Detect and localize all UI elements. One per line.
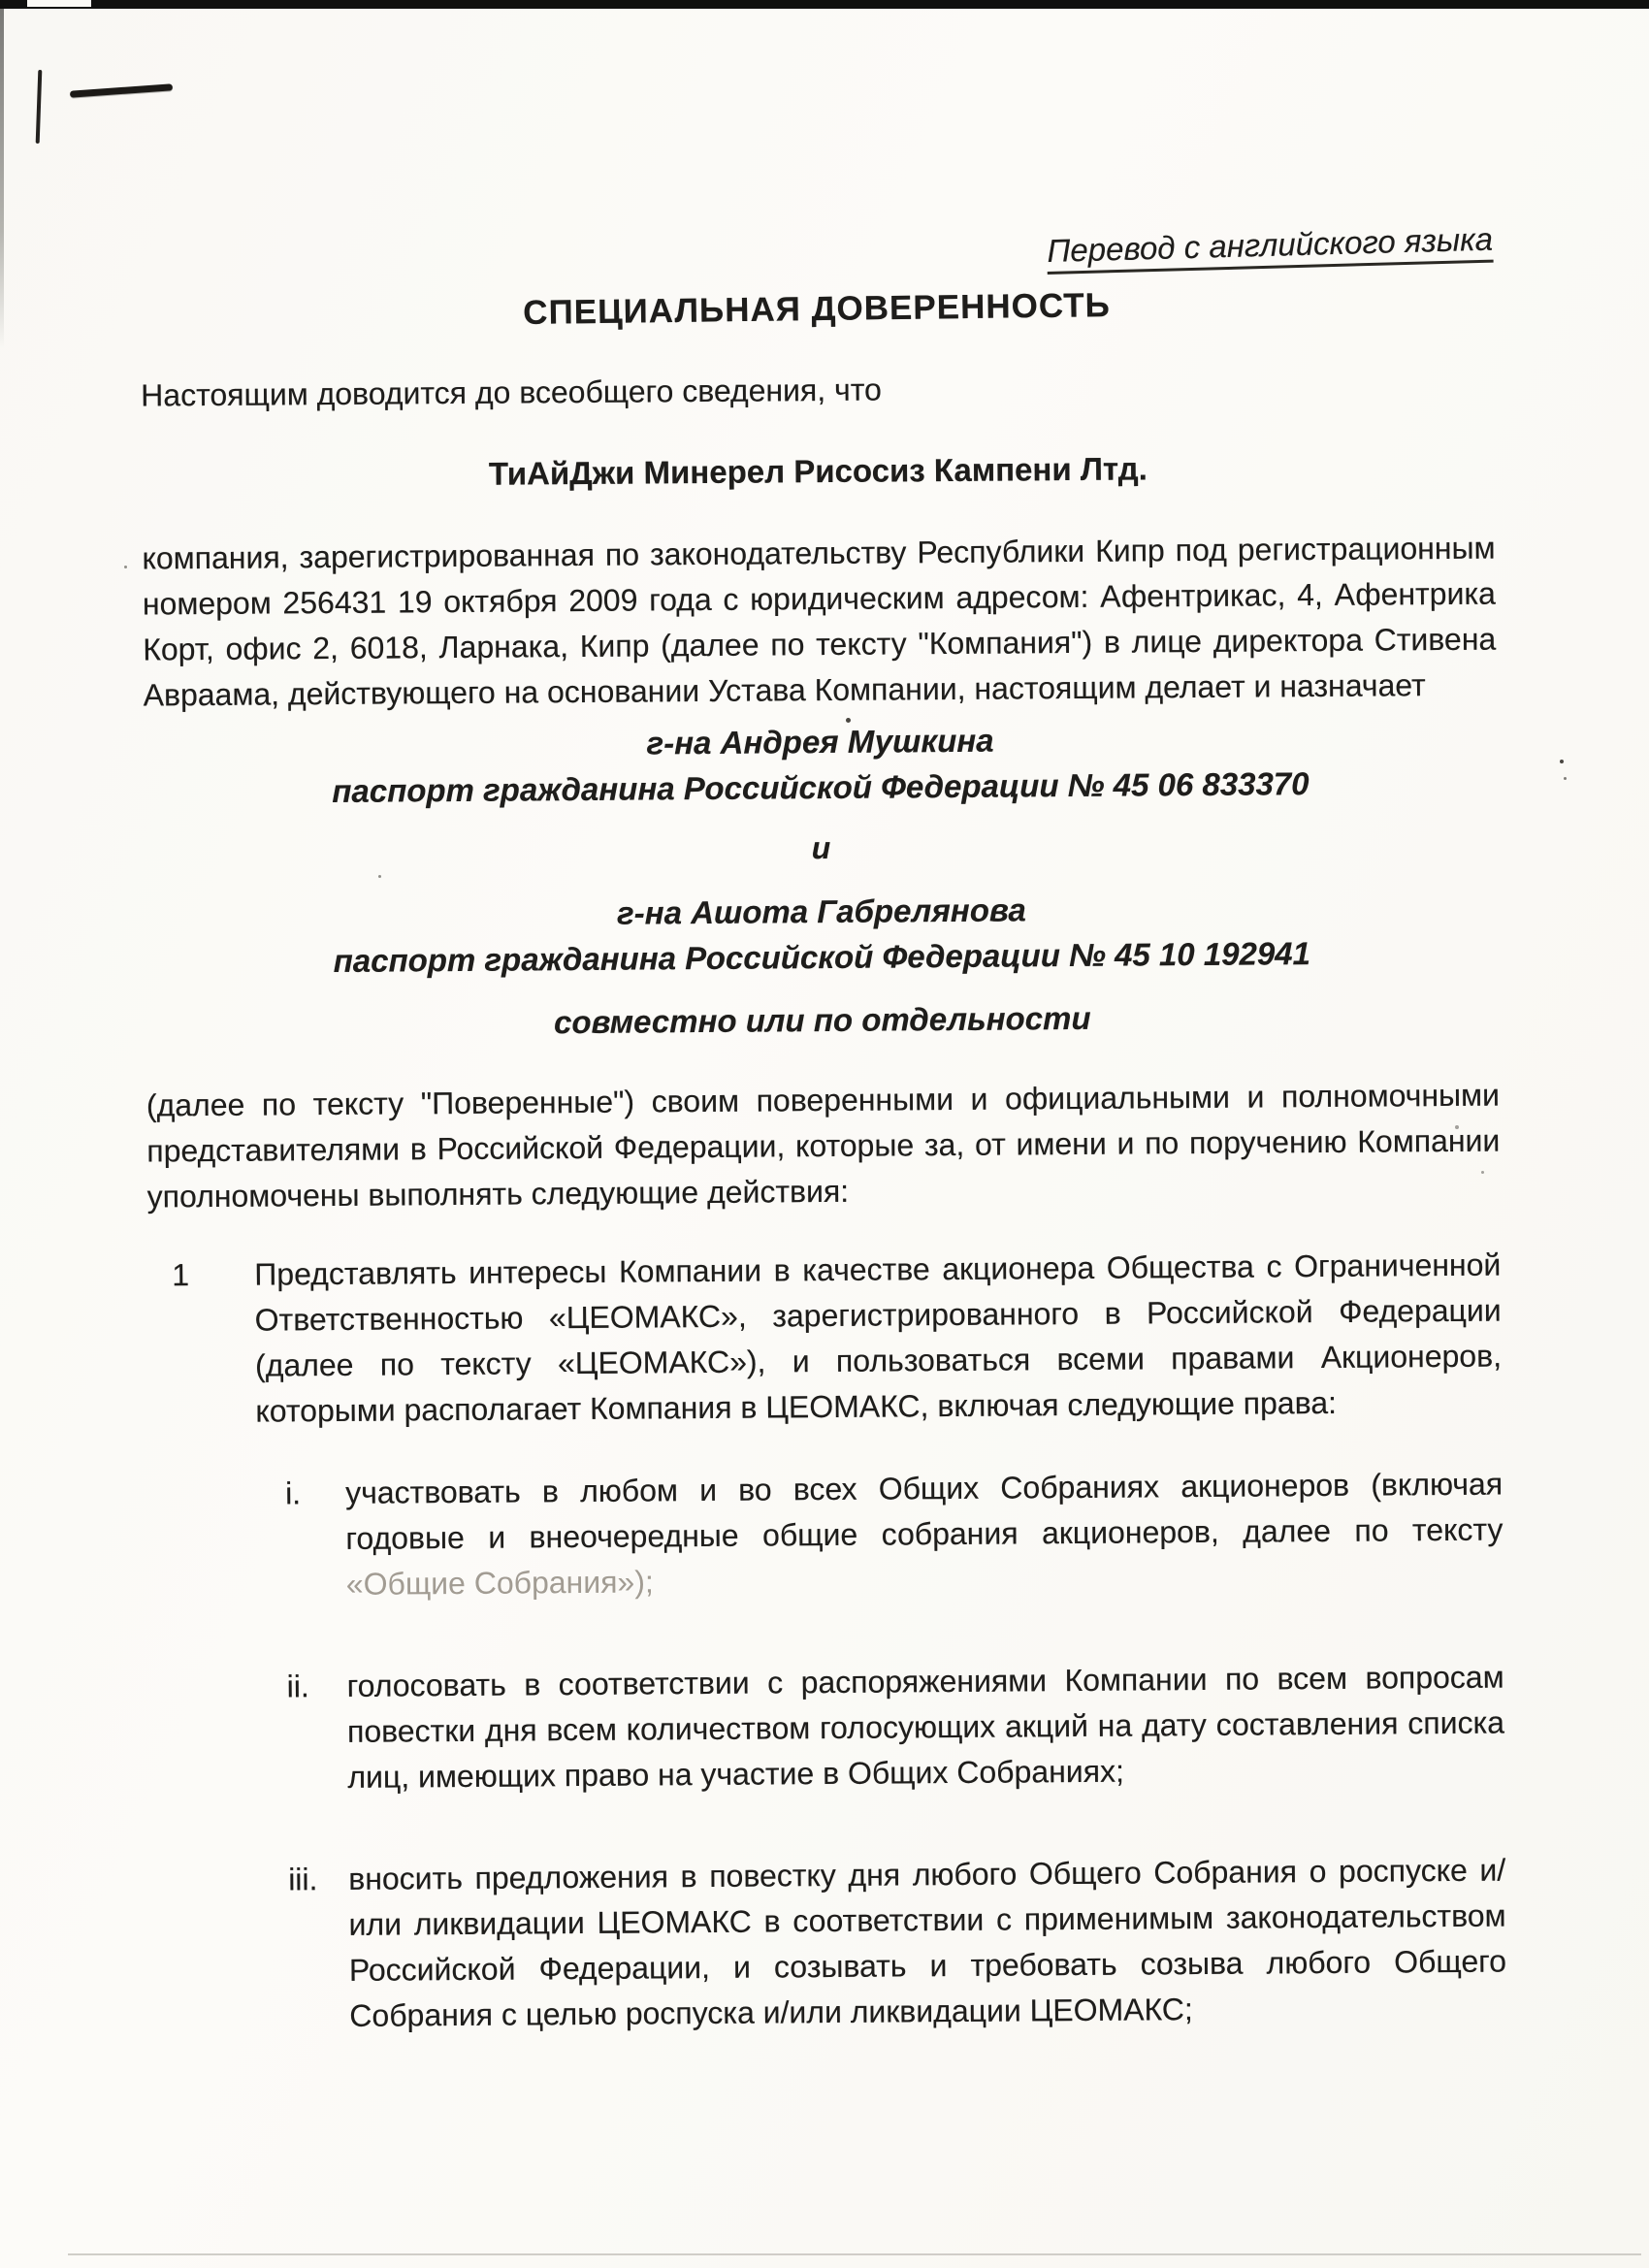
list-item-1-number: 1 — [172, 1257, 190, 1293]
document-title: СПЕЦИАЛЬНАЯ ДОВЕРЕННОСТЬ — [523, 286, 1112, 333]
sub-item-ii — [286, 1655, 1504, 1801]
attorney2-passport: паспорт гражданина Российской Федерации № 45 10 192941 — [333, 935, 1311, 979]
sub-item-i-text — [345, 1462, 1504, 1607]
sub-item-i-text-faded: «Общие Собрания»); — [345, 1564, 654, 1602]
translation-note-text: Перевод с английского языка — [1047, 221, 1494, 275]
sub-item-i-text-main: участвовать в любом и во всех Общих Собраниях акционеров (включая годовые и внеочередные общие собрания акционеров, далее по тексту — [344, 1466, 1504, 1556]
attorney1-passport: паспорт гражданина Российской Федерации № 45 06 833370 — [332, 765, 1310, 810]
sub-item-iii — [288, 1848, 1506, 2040]
sub-item-iii-text: вносить предложения в повестку дня любого Общего Собрания о роспуске и/или ликвидации ЦЕОМАКС в соответствии с применимым законодательством Российской Федерации, и созывать и требовать созыва любого Общего Собрания с целью роспуска и/или ликвидации ЦЕОМАКС; — [348, 1852, 1507, 2033]
sub-item-iii-marker: iii. — [288, 1862, 318, 1897]
company-name: ТиАйДжи Минерел Рисосиз Кампени Лтд. — [488, 450, 1148, 492]
conjunction-and: и — [811, 829, 831, 866]
list-item-1-text: Представлять интересы Компании в качестве акционера Общества с Ограниченной Ответственностью «ЦЕОМАКС», зарегистрированного в Российской Федерации (далее по тексту «ЦЕОМАКС»), и пользоваться всеми правами Акционеров, которыми располагает Компания в ЦЕОМАКС, включая следующие права: — [254, 1247, 1503, 1429]
list-item-1 — [147, 1243, 1502, 1436]
appointment-paragraph: (далее по тексту "Поверенные") своим поверенными и официальными и полномочными представителями в Российской Федерации, которые за, от имени и по поручению Компании уполномочены выполнять следующие действия: — [146, 1077, 1501, 1215]
sub-item-ii-text: голосовать в соответствии с распоряжениями Компании по всем вопросам повестки дня всем количеством голосующих акций на дату составления списка лиц, имеющих право на участие в Общих Собраниях; — [346, 1659, 1505, 1795]
company-registration-paragraph: компания, зарегистрированная по законодательству Республики Кипр под регистрационным номером 256431 19 октября 2009 года с юридическим адресом: Афентрикас, 4, Афентрика Корт, офис 2, 6018, Ларнака, Кипр (далее по тексту "Компания") в лице директора Стивена Авраама, действующего на основании Устава Компании, настоящим делает и назначает — [142, 530, 1497, 713]
scan-bottom-line-artifact — [68, 2253, 1641, 2255]
sub-item-ii-marker: ii. — [286, 1669, 309, 1704]
sub-item-i-marker: i. — [284, 1475, 302, 1511]
attorney2-name: г-на Ашота Габрелянова — [616, 891, 1026, 931]
sub-item-i — [285, 1462, 1504, 1608]
intro-line: Настоящим доводится до всеобщего сведения, что — [141, 372, 882, 413]
jointly-or-severally-clause: совместно или по отдельности — [553, 999, 1091, 1041]
attorney1-name: г-на Андрея Мушкина — [646, 722, 994, 761]
